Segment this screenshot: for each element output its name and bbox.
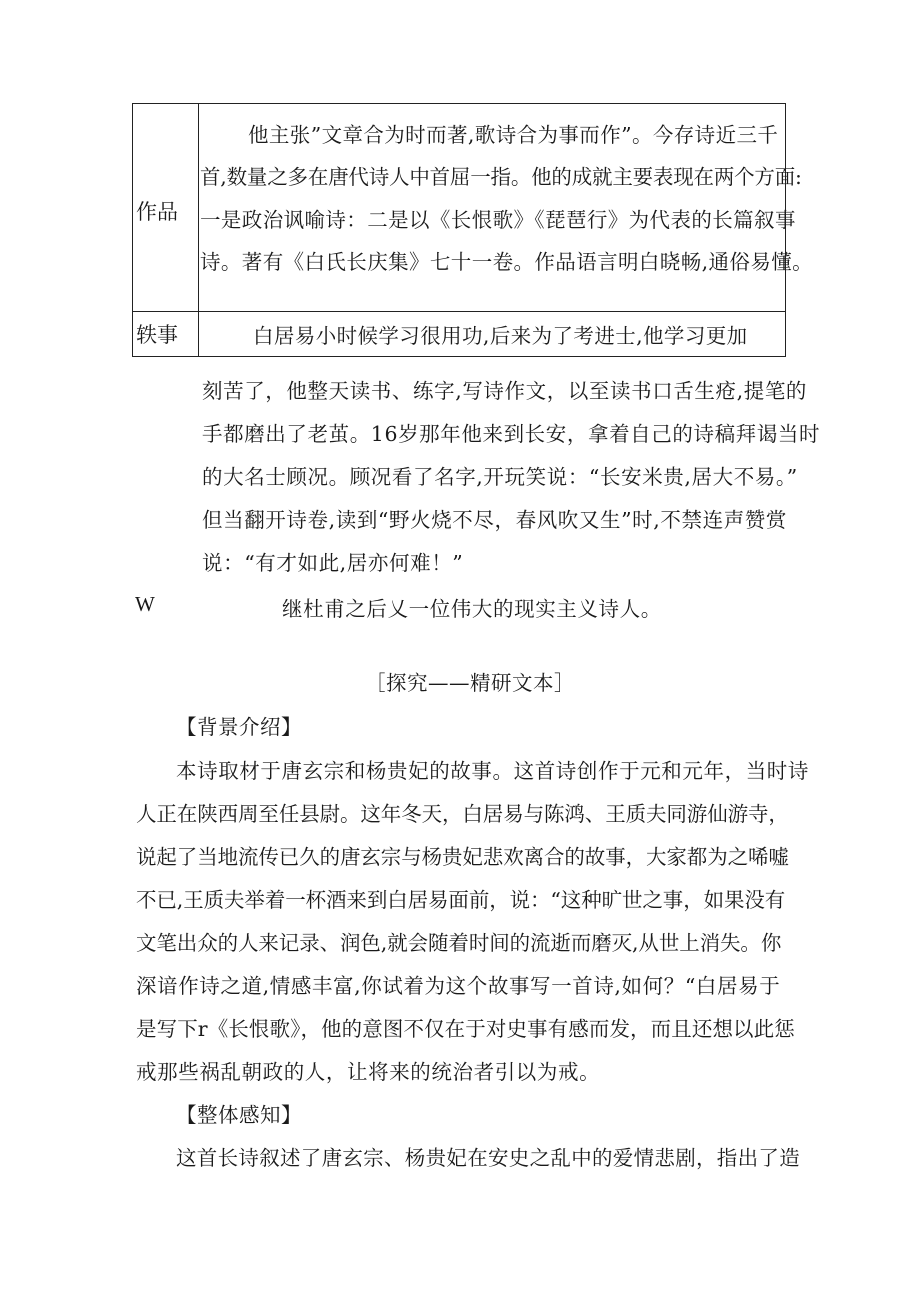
evaluation-label: W xyxy=(135,592,156,616)
background-heading: 【背景介绍】 xyxy=(176,715,302,739)
background-line: 人正在陕西周至任县尉。这年冬天，白居易与陈鸿、王质夫同游仙游寺， xyxy=(136,802,789,826)
anecdote-line: 但当翻开诗卷,读到“野火烧不尽，春风吹又生”时,不禁连声赞赏 xyxy=(202,508,787,532)
overview-heading: 【整体感知】 xyxy=(176,1103,302,1127)
background-line: 说起了当地流传已久的唐玄宗与杨贵妃悲欢离合的故事，大家都为之唏嘘 xyxy=(136,845,789,869)
anecdote-line: 白居易小时候学习很用功,后来为了考进士,他学习更加 xyxy=(253,324,748,348)
anecdote-line: 的大名士顾况。顾况看了名字,开玩笑说：“长安米贵,居大不易。” xyxy=(202,465,798,489)
background-line: 不已,王质夫举着一杯酒来到白居易面前，说：“这种旷世之事，如果没有 xyxy=(136,888,786,912)
works-line: 他主张”文章合为时而著,歌诗合为事而作”。今存诗近三千 xyxy=(248,123,779,147)
works-line: 诗。著有《白氏长庆集》七十一卷。作品语言明白晓畅,通俗易懂。 xyxy=(200,250,814,274)
works-line: 首,数量之多在唐代诗人中首屈一指。他的成就主要表现在两个方面: xyxy=(200,165,802,189)
anecdote-line: 刻苦了，他整天读书、练字,写诗作文，以至读书口舌生疮,提笔的 xyxy=(202,379,808,403)
section-title: ［探究——精研文本］ xyxy=(365,671,575,695)
table-border-mid xyxy=(132,311,786,312)
background-line: 是写下r《长恨歌》，他的意图不仅在于对史事有感而发，而且还想以此惩 xyxy=(136,1017,795,1041)
table-border-bottom xyxy=(132,356,786,357)
background-line: 戒那些祸乱朝政的人，让将来的统治者引以为戒。 xyxy=(136,1060,601,1084)
table-border-top xyxy=(132,103,786,104)
table-row-label-works: 作品 xyxy=(136,200,178,224)
table-row-label-anecdote: 轶事 xyxy=(136,323,178,347)
works-line: 一是政治讽喻诗：二是以《长恨歌》《琵琶行》为代表的长篇叙事 xyxy=(200,208,796,232)
anecdote-line: 说：“有才如此,居亦何难！” xyxy=(202,551,464,575)
evaluation-text: 继杜甫之后乂一位伟大的现实主义诗人。 xyxy=(282,597,662,621)
table-border-divider xyxy=(198,103,199,357)
background-line: 文笔出众的人来记录、润色,就会随着时间的流逝而磨灭,从世上消失。你 xyxy=(136,931,782,955)
background-line: 本诗取材于唐玄宗和杨贵妃的故事。这首诗创作于元和元年，当时诗 xyxy=(176,759,809,783)
overview-line: 这首长诗叙述了唐玄宗、杨贵妃在安史之乱中的爱情悲剧，指出了造 xyxy=(176,1146,800,1170)
table-border-left xyxy=(132,103,133,357)
anecdote-line: 手都磨出了老茧。16岁那年他来到长安，拿着自己的诗稿拜谒当时 xyxy=(202,422,821,446)
background-line: 深谙作诗之道,情感丰富,你试着为这个故事写一首诗,如何？“白居易于 xyxy=(136,974,781,998)
